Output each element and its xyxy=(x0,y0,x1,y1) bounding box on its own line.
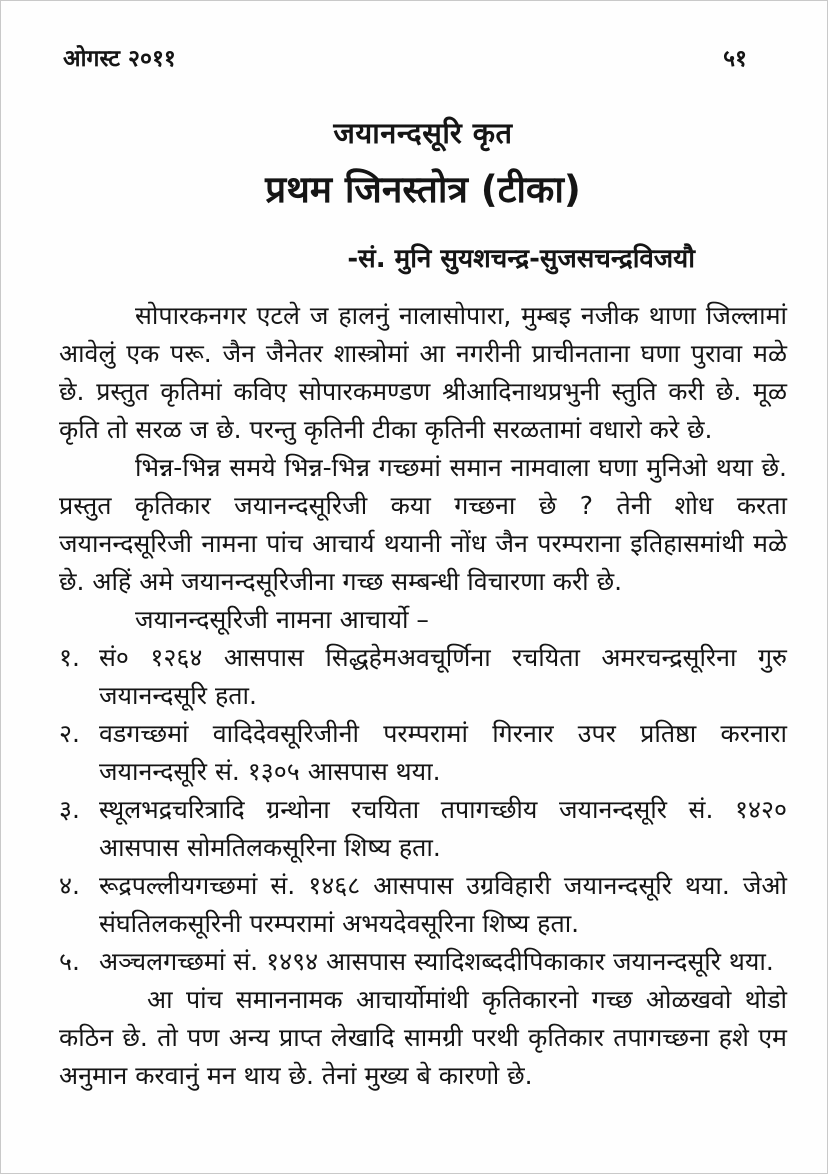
list-item-text: अञ्चलगच्छमां सं. १४९४ आसपास स्यादिशब्ददीपिकाकार जयानन्दसूरि थया. xyxy=(99,947,774,976)
title-block xyxy=(59,113,787,213)
list-item-text: सं० १२६४ आसपास सिद्धहेमअवचूर्णिना रचयिता अमरचन्द्रसूरिना गुरु जयानन्दसूरि हता. xyxy=(99,643,787,710)
list-item-text: स्थूलभद्रचरित्रादि ग्रन्थोना रचयिता तपागच्छीय जयानन्दसूरि सं. १४२० आसपास सोमतिलकसूरिना शिष्य हता. xyxy=(99,795,787,862)
list-item-number: २. xyxy=(59,719,80,748)
issue-date: ओगस्ट २०११ xyxy=(63,46,176,72)
paragraph-1: सोपारकनगर एटले ज हालनुं नालासोपारा, मुम्बइ नजीक थाणा जिल्लामां आवेलुं एक परू. जैन जैनेतर शास्त्रोमां आ नगरीनी प्राचीनताना घणा पुरावा मळे छे. प्रस्तुत कृतिमां कविए सोपारकमण्डण श्रीआदिनाथप्रभुनी स्तुति करी छे. मूळ कृति तो सरळ ज छे. परन्तु कृतिनी टीका कृतिनी सरळतामां वधारो करे छे. xyxy=(59,301,787,444)
list-item xyxy=(59,715,787,791)
list-item xyxy=(59,867,787,943)
list-heading: जयानन्दसूरिजी नामना आचार्यो – xyxy=(135,605,429,634)
list-item-number: १. xyxy=(59,643,80,672)
list-item xyxy=(59,639,787,715)
list-item-number: ५. xyxy=(59,947,80,976)
list-item-text: वडगच्छमां वादिदेवसूरिजीनी परम्परामां गिरनार उपर प्रतिष्ठा करनारा जयानन्दसूरि सं. १३०५ आसपास थया. xyxy=(99,719,787,786)
list-item-text: रूद्रपल्लीयगच्छमां सं. १४६८ आसपास उग्रविहारी जयानन्दसूरि थया. जेओ संघतिलकसूरिनी परम्परामां अभयदेवसूरिना शिष्य हता. xyxy=(99,871,787,938)
page-number: ५१ xyxy=(723,46,747,72)
list-item xyxy=(59,791,787,867)
editor-byline: -सं. मुनि सुयशचन्द्र-सुजसचन्द्रविजयौ xyxy=(347,244,695,274)
article-body xyxy=(59,297,787,1095)
list-item-number: ३. xyxy=(59,795,80,824)
running-header xyxy=(59,33,787,73)
closing-paragraph: आ पांच समाननामक आचार्योमांथी कृतिकारनो गच्छ ओळखवो थोडो कठिन छे. तो पण अन्य प्राप्त लेखादि सामग्री परथी कृतिकार तपागच्छना हशे एम अनुमान करवानुं मन थाय छे. तेनां मुख्य बे कारणो छे. xyxy=(59,985,787,1090)
list-item-number: ४. xyxy=(59,871,80,900)
acharya-list xyxy=(59,639,787,981)
page-title: प्रथम जिनस्तोत्र (टीका) xyxy=(265,168,581,211)
list-item xyxy=(59,943,787,981)
author-attribution: जयानन्दसूरि कृत xyxy=(333,116,513,150)
page-content xyxy=(1,1,827,1095)
paragraph-2: भिन्न-भिन्न समये भिन्न-भिन्न गच्छमां समान नामवाला घणा मुनिओ थया छे. प्रस्तुत कृतिकार जयानन्दसूरिजी कया गच्छना छे ? तेनी शोध करता जयानन्दसूरिजी नामना पांच आचार्य थयानी नोंध जैन परम्पराना इतिहासमांथी मळे छे. अहिं अमे जयानन्दसूरिजीना गच्छ सम्बन्धी विचारणा करी छे. xyxy=(59,453,787,596)
